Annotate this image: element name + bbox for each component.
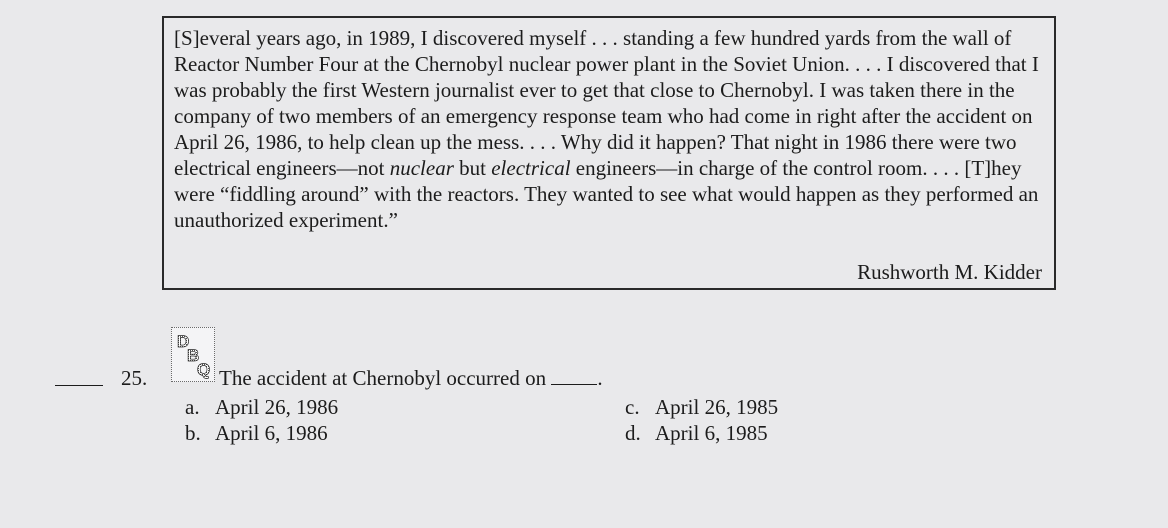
quote-text-end: engineers—in charge of the control room. . . . [T]hey were “fiddling around” with the reactors. They wanted to see what would happen as they performed an unauthorized experiment.” [174,156,1039,232]
choice-text: April 26, 1985 [655,395,779,419]
choice-text: April 26, 1986 [215,395,339,419]
question-stem-end: . [597,366,603,390]
svg-text:B: B [187,346,200,365]
choice-c[interactable] [625,395,778,420]
choice-letter: a. [185,395,200,419]
quote-text-start: [S]everal years ago, in 1989, I discovered myself . . . standing a few hundred yards from the wall of Reactor Number Four at the Chernobyl nuclear power plant in the Soviet Union. . . . I discovered that I was probably the first Western journalist ever to get that close to Chernobyl. I was taken there in the company of two members of an emergency response team who had come in right after the accident on April 26, 1986, to help clean up the mess. . . . Why did it happen? That night in 1986 there were two electrical engineers—not [174,26,1039,180]
svg-text:Q: Q [197,360,211,379]
answer-blank[interactable] [55,385,103,386]
quote-author: Rushworth M. Kidder [857,260,1042,284]
choice-text: April 6, 1985 [655,421,768,445]
choice-letter: b. [185,421,201,445]
choice-a[interactable] [185,395,338,420]
quote-text-mid: but [453,156,492,180]
question-number: 25. [121,366,148,390]
choice-letter: c. [625,395,640,419]
svg-text:D: D [177,332,190,351]
dbq-icon [171,327,215,382]
quote-emphasis-nuclear: nuclear [389,156,454,180]
dbq-icon-graphic [172,328,214,381]
stem-blank [551,366,597,385]
choice-text: April 6, 1986 [215,421,328,445]
choice-d[interactable] [625,421,768,446]
quote-emphasis-electrical: electrical [491,156,571,180]
choice-letter: d. [625,421,641,445]
question-stem [219,366,603,391]
question-stem-text: The accident at Chernobyl occurred on [219,366,547,390]
choice-b[interactable] [185,421,328,446]
